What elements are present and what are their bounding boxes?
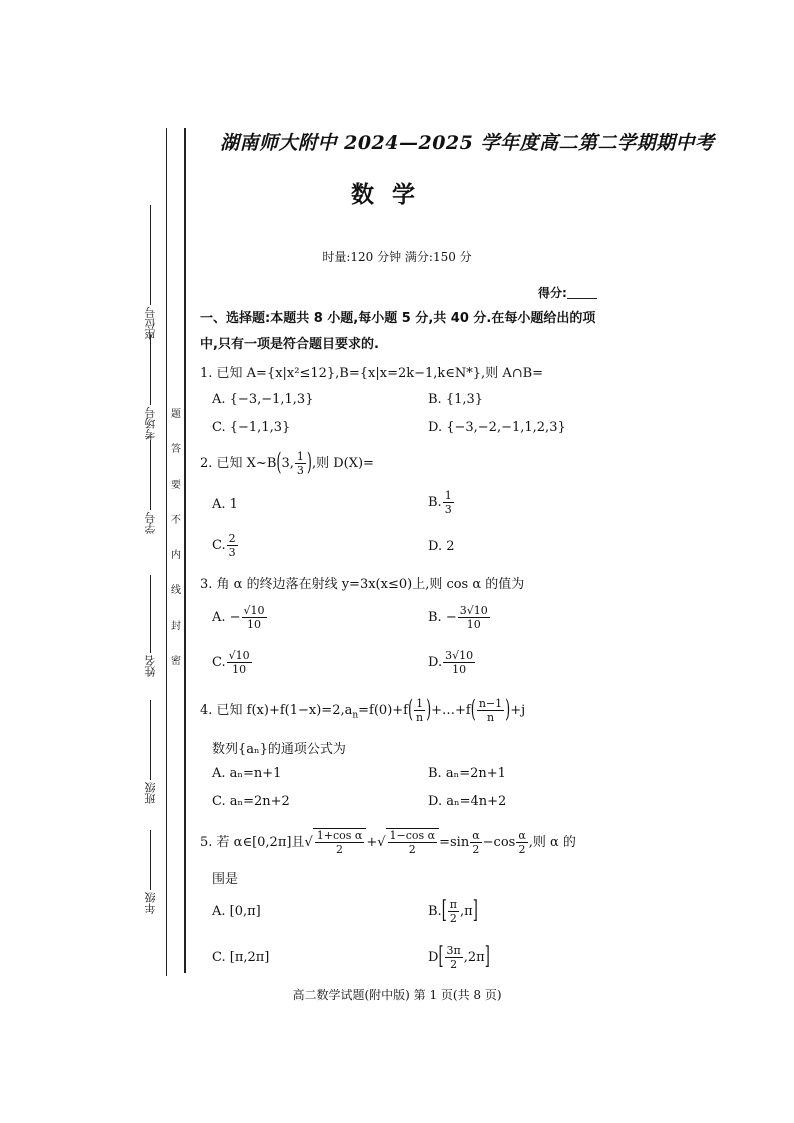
q1-option-a: A. {−3,−1,1,3} <box>212 392 314 407</box>
question-1-stem: 1. 已知 A={x|x²≤12},B={x|x=2k−1,k∈N*},则 A∩B= <box>200 366 544 381</box>
q1-option-b: B. {1,3} <box>428 392 484 407</box>
q2-option-a: A. 1 <box>212 497 238 512</box>
question-4-stem: 4. 已知 $f(x)+f(1-x)=2,a_n=f(0)+f$( $\frac{1}{n}$ )+…+f( $\frac{n-1}{n}$ )+j <box>200 696 526 725</box>
q2-option-d: D. 2 <box>428 539 455 554</box>
q5-option-b: B.[ $\frac{\pi}{2}$ ,π] <box>428 897 478 926</box>
class-field: 班级 <box>138 700 164 804</box>
q3-option-a: A. − $\frac{√10}{10}$ <box>212 604 265 631</box>
seat-number-field: 座位号 <box>138 205 164 340</box>
question-2-stem: 2. 已知 X~B(3, $\frac{1}{3}$ ),则 D(X)= <box>200 449 374 478</box>
score-field: 得分: <box>538 284 597 301</box>
q2-option-c: C. $\frac{2}{3}$ <box>212 532 236 559</box>
sealing-notice: 题 答 要 不 内 线 封 密 <box>171 409 181 667</box>
q2-option-b: B. $\frac{1}{3}$ <box>428 489 452 516</box>
q4-option-c: C. aₙ=2n+2 <box>212 794 290 809</box>
q4-option-d: D. aₙ=4n+2 <box>428 794 507 809</box>
name-field: 姓名 <box>138 575 164 677</box>
subject-title: 数学 <box>351 182 433 208</box>
student-number-field: 学号 <box>138 440 164 534</box>
question-4-line2: 数列{aₙ}的通项公式为 <box>212 742 346 757</box>
q3-option-d: D. $\frac{3√10}{10}$ <box>428 649 474 676</box>
exam-info: 时量:120 分钟 满分:150 分 <box>322 250 472 264</box>
q1-option-d: D. {−3,−2,−1,1,2,3} <box>428 420 566 435</box>
question-5-stem: 5. 若 α∈[0,2π]且√ $\frac{\text{1+cos α}}{2}$ +√ $\frac{\text{1−cos α}}{2}$ =sin $\frac{\alpha}{2}$ −cos $\frac{\alpha}{2}$ ,则 α 的 <box>200 829 576 856</box>
score-blank[interactable] <box>567 298 597 299</box>
q5-option-a: A. [0,π] <box>212 904 261 919</box>
q3-option-b: B. − $\frac{3√10}{10}$ <box>428 604 488 631</box>
q5-option-d: D[ $\frac{3\pi}{2}$ ,2π] <box>428 943 490 972</box>
q3-option-c: C. $\frac{√10}{10}$ <box>212 649 250 676</box>
q1-option-c: C. {−1,1,3} <box>212 420 291 435</box>
grade-field: 年级 <box>138 830 164 914</box>
q4-option-a: A. aₙ=n+1 <box>212 766 282 781</box>
q5-option-c: C. [π,2π] <box>212 950 270 965</box>
q4-option-b: B. aₙ=2n+1 <box>428 766 506 781</box>
question-5-line2: 围是 <box>212 872 239 887</box>
q2-fraction: $\frac{1}{3}$ <box>296 450 304 477</box>
question-3-stem: 3. 角 α 的终边落在射线 y=3x(x≤0)上,则 cos α 的值为 <box>200 577 525 592</box>
section-instructions: 一、选择题:本题共 8 小题,每小题 5 分,共 40 分.在每小题给出的项中,只有一项是符合题目要求的. <box>200 311 596 352</box>
page-footer: 高二数学试题(附中版) 第 1 页(共 8 页) <box>292 988 502 1002</box>
exam-room-field: 考场号 <box>138 335 164 440</box>
exam-title: 湖南师大附中 2024—2025 学年度高二第二学期期中考 <box>220 132 715 154</box>
